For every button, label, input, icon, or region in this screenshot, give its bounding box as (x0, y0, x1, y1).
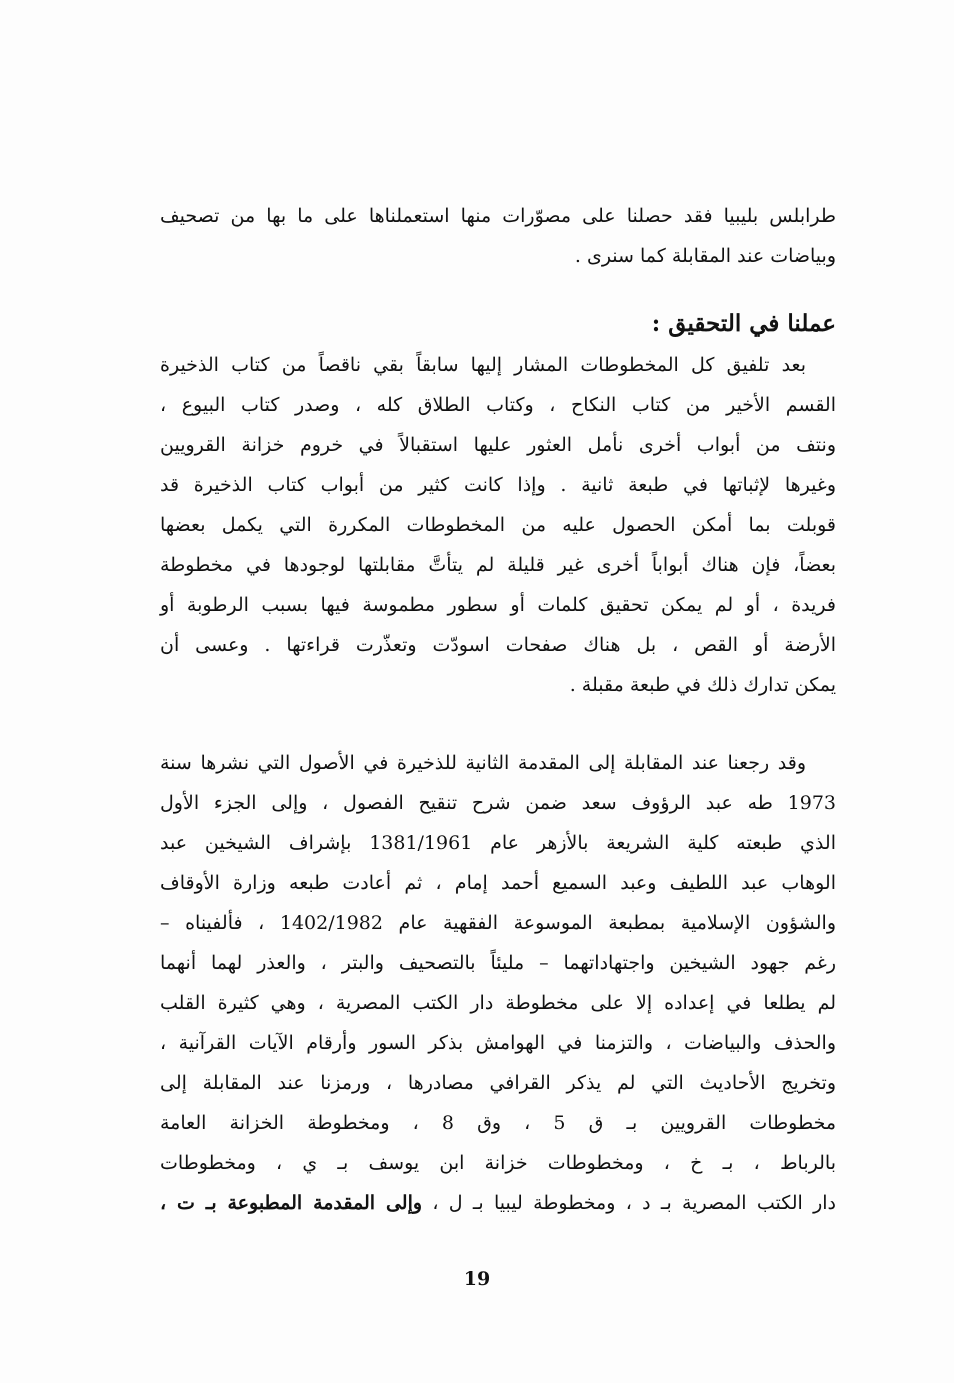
text-line: بالرباط ، بـ خ ، ومخطوطات خزانة ابن يوسف بـ ي ، ومخطوطات (160, 1152, 836, 1174)
text-line: وقد رجعنا عند المقابلة إلى المقدمة الثانية للذخيرة في الأصول التي نشرها سنة (160, 752, 806, 774)
text-line: وتخريج الأحاديث التي لم يذكر القرافي مصادرها ، ورمزنا عند المقابلة إلى (160, 1072, 836, 1094)
text-line: والحذف والبياضات ، والتزمنا في الهوامش بذكر السور وأرقام الآيات القرآنية ، (160, 1032, 836, 1054)
text-line: قوبلت بما أمكن الحصول عليه من المخطوطات المكررة التي يكمل بعضها (160, 514, 836, 536)
text-line: مخطوطات القرويين بـ ق 5 ، وق 8 ، ومخطوطة الخزانة العامة (160, 1112, 837, 1134)
text-line: فريدة ، أو لم يمكن تحقيق كلمات أو سطور مطموسة فيها بسبب الرطوبة أو (160, 594, 836, 616)
text-line: والشؤون الإسلامية بمطبعة الموسوعة الفقهية عام 1402/1982 ، فألفيناه – (160, 912, 836, 934)
text-line: رغم جهود الشيخين واجتهاداتهما – مليئاً بالتصحيف والبتر ، والعذر لهما أنهما (160, 952, 836, 974)
paragraph-2 (160, 743, 836, 1223)
section-heading: عملنا في التحقيق : (651, 310, 836, 337)
text-line-final (160, 1183, 836, 1223)
final-line-plain: دار الكتب المصرية بـ د ، ومخطوطة ليبيا بـ ل ، (422, 1192, 836, 1214)
text-line: 1973 طه عبد الرؤوف سعد ضمن شرح تنقيح الفصول ، وإلى الجزء الأول (160, 792, 836, 814)
final-line-bold: وإلى المقدمة المطبوعة بـ ت ، (160, 1192, 423, 1214)
page-number: 19 (463, 1268, 491, 1290)
text-line: يمكن تدارك ذلك في طبعة مقبلة . (569, 674, 836, 696)
text-line: الوهاب عبد اللطيف وعبد السميع أحمد إمام ، ثم أعادت طبعه وزارة الأوقاف (160, 872, 836, 894)
paragraph-1 (160, 345, 836, 705)
text-line: ونتف من أبواب أخرى نأمل العثور عليها استقبالاً في خروم خزانة القرويين (160, 434, 836, 456)
text-line: وبياضات عند المقابلة كما سنرى . (574, 245, 836, 267)
text-line: بعضاً، فإن هناك أبواباً أخرى غير قليلة لم يتأتَّ مقابلتها لوجودها في مخطوطة (160, 554, 836, 576)
text-line: طرابلس بليبيا فقد حصلنا على مصوّرات منها استعملناها على ما بها من تصحيف (160, 205, 836, 227)
text-line: الأرضة أو القص ، بل هناك صفحات اسودّت وتعذّرت قراءتها . وعسى أن (160, 634, 836, 656)
text-line: بعد تلفيق كل المخطوطات المشار إليها سابقاً بقي ناقصاً من كتاب الذخيرة (160, 354, 806, 376)
text-line: الذي طبعته كلية الشريعة بالأزهر عام 1381/1961 بإشراف الشيخين عبد (160, 832, 836, 854)
text-line: القسم الأخير من كتاب النكاح ، وكتاب الطلاق كله ، وصدر كتاب البيوع ، (160, 394, 837, 416)
intro-paragraph (160, 196, 836, 276)
text-line: وغيرها لإثباتها في طبعة ثانية . وإذا كانت كثير من أبواب كتاب الذخيرة قد (160, 474, 836, 496)
text-line: لم يطلعا في إعداده إلا على مخطوطة دار الكتب المصرية ، وهي كثيرة القلب (160, 992, 836, 1014)
